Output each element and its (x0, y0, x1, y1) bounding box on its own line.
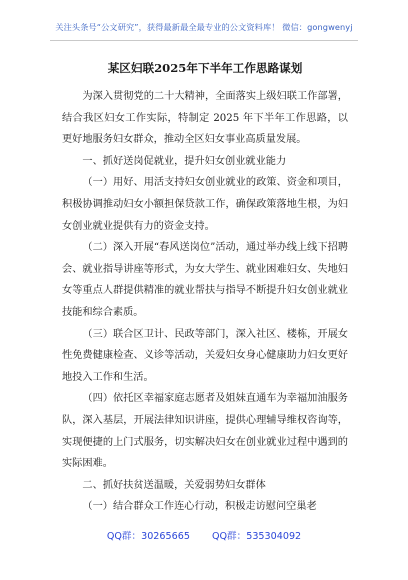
section-heading-2: 二、抓好扶贫送温暖，关爱弱势妇女群体 (82, 479, 266, 491)
document-title: 某区妇联2025年下半年工作思路谋划 (107, 61, 303, 75)
section-heading-1: 一、抓好送岗促就业，提升妇女创业就业能力 (82, 155, 287, 167)
header-divider (50, 40, 358, 41)
section2-item-1: （一）结合群众工作连心行动，积极走访慰问空巢老 (82, 501, 317, 513)
section1-item-3: （三）联合区卫计、民政等部门，深入社区、楼栋，开展女性免费健康检查、义诊等活动，关爱妇女身心健康助力妇女更好地投入工作和生活。 (62, 328, 348, 383)
intro-paragraph: 为深入贯彻党的二十大精神，全面落实上级妇联工作部署，结合我区妇女工作实际，特制定 2025 年下半年工作思路，以更好地服务妇女群众，推动全区妇女事业高质量发展。 (62, 91, 348, 146)
footer-qq-group-2: QQ群：535304092 (211, 531, 302, 542)
document-body (62, 60, 348, 518)
footer-qq-group-1: QQ群：30265665 (106, 531, 190, 542)
header-banner: 关注头条号“公文研究”，获得最新最全最专业的公文资料库！ 微信：gongwenyj (55, 22, 353, 32)
section1-item-2: （二）深入开展“春风送岗位”活动，通过举办线上线下招聘会、就业指导讲座等形式，为女大学生、就业困难妇女、失地妇女等重点人群提供精准的就业帮扶与指导不断提升妇女创业就业技能和综合素质。 (62, 242, 348, 318)
footer (0, 528, 408, 542)
section1-item-4: （四）依托区幸福家庭志愿者及姐妹直通车为幸福加油服务队，深入基层，开展法律知识讲座，提供心理辅导维权咨询等，实现便捷的上门式服务，切实解决妇女在创业就业过程中遇到的实际困难。 (62, 393, 348, 470)
section1-item-1: （一）用好、用活支持妇女创业就业的政策、资金和项目，积极协调推动妇女小额担保贷款工作，确保政策落地生根，为妇女创业就业提供有力的资金支持。 (62, 177, 348, 232)
